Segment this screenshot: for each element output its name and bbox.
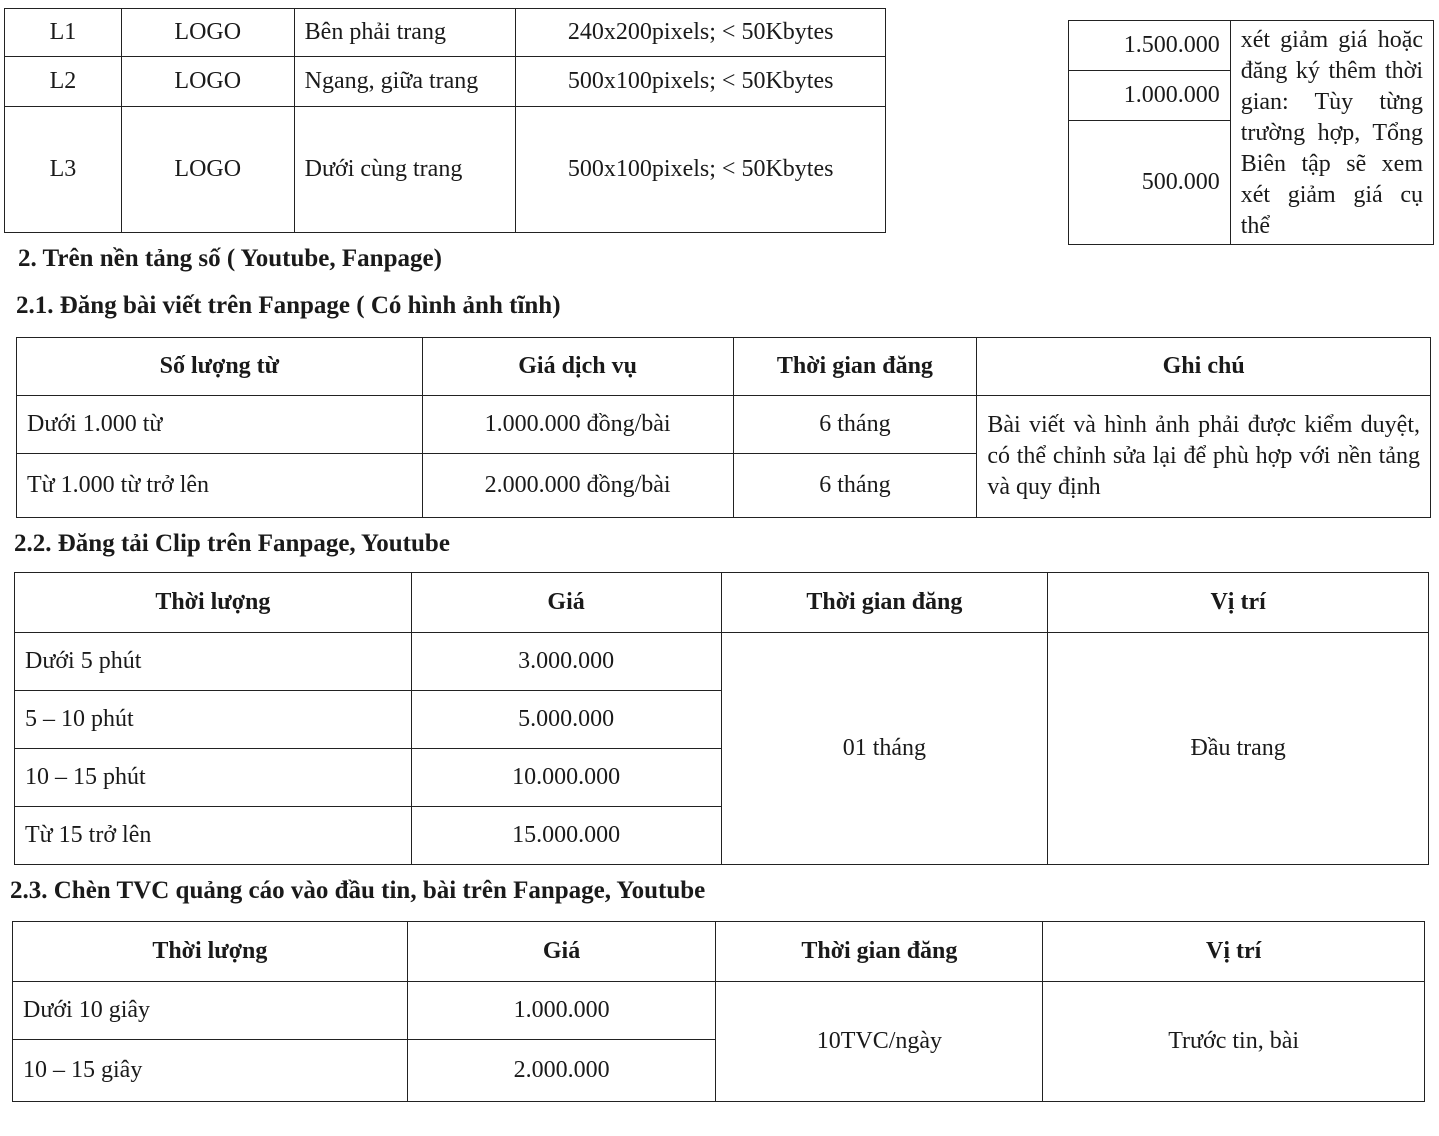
table-row	[15, 633, 1429, 691]
logo-size: 240x200pixels; < 50Kbytes	[516, 9, 886, 57]
clip-duration: Từ 15 trở lên	[15, 807, 412, 865]
logo-code: L1	[5, 9, 122, 57]
word-count: Từ 1.000 từ trở lên	[17, 454, 423, 518]
clip-duration: 5 – 10 phút	[15, 691, 412, 749]
tvc-duration: Dưới 10 giây	[13, 982, 408, 1040]
clip-price: 10.000.000	[411, 749, 721, 807]
tvc-table	[12, 921, 1425, 1102]
logo-price: 1.500.000	[1069, 21, 1231, 71]
logo-type: LOGO	[121, 107, 294, 233]
clip-duration: 10 – 15 phút	[15, 749, 412, 807]
column-header: Vị trí	[1043, 922, 1425, 982]
tvc-position: Trước tin, bài	[1043, 982, 1425, 1102]
column-header: Thời gian đăng	[716, 922, 1043, 982]
logo-type: LOGO	[121, 57, 294, 107]
word-count: Dưới 1.000 từ	[17, 396, 423, 454]
tvc-price: 1.000.000	[407, 982, 716, 1040]
table-header-row	[13, 922, 1425, 982]
logo-position: Bên phải trang	[294, 9, 516, 57]
logo-type: LOGO	[121, 9, 294, 57]
clip-position: Đầu trang	[1048, 633, 1429, 865]
section-heading: 2. Trên nền tảng số ( Youtube, Fanpage)	[18, 245, 442, 272]
section-heading: 2.3. Chèn TVC quảng cáo vào đầu tin, bài trên Fanpage, Youtube	[10, 877, 706, 904]
column-header: Giá	[407, 922, 716, 982]
clip-price: 15.000.000	[411, 807, 721, 865]
logo-position: Ngang, giữa trang	[294, 57, 516, 107]
fanpage-post-table	[16, 337, 1431, 518]
logo-code: L3	[5, 107, 122, 233]
logo-price-table	[1068, 20, 1434, 245]
logo-size: 500x100pixels; < 50Kbytes	[516, 107, 886, 233]
table-row	[17, 396, 1431, 454]
table-header-row	[15, 573, 1429, 633]
table-row	[1069, 21, 1434, 71]
tvc-posting-time: 10TVC/ngày	[716, 982, 1043, 1102]
table-row	[5, 9, 886, 57]
clip-price: 3.000.000	[411, 633, 721, 691]
approval-note: Bài viết và hình ảnh phải được kiểm duyệt, có thể chỉnh sửa lại để phù hợp với nền tảng và quy định	[977, 396, 1431, 518]
clip-posting-time: 01 tháng	[721, 633, 1048, 865]
service-price: 2.000.000 đồng/bài	[422, 454, 733, 518]
posting-time: 6 tháng	[733, 454, 977, 518]
column-header: Thời lượng	[13, 922, 408, 982]
clip-table	[14, 572, 1429, 865]
discount-note: xét giảm giá hoặc đăng ký thêm thời gian: Tùy từng trường hợp, Tổng Biên tập sẽ xem xét giảm giá cụ thể	[1230, 21, 1433, 245]
column-header: Giá dịch vụ	[422, 338, 733, 396]
clip-price: 5.000.000	[411, 691, 721, 749]
logo-position: Dưới cùng trang	[294, 107, 516, 233]
tvc-price: 2.000.000	[407, 1040, 716, 1102]
table-row	[5, 107, 886, 233]
table-row	[5, 57, 886, 107]
logo-code: L2	[5, 57, 122, 107]
column-header: Ghi chú	[977, 338, 1431, 396]
tvc-duration: 10 – 15 giây	[13, 1040, 408, 1102]
column-header: Vị trí	[1048, 573, 1429, 633]
column-header: Thời gian đăng	[721, 573, 1048, 633]
logo-size: 500x100pixels; < 50Kbytes	[516, 57, 886, 107]
clip-duration: Dưới 5 phút	[15, 633, 412, 691]
posting-time: 6 tháng	[733, 396, 977, 454]
service-price: 1.000.000 đồng/bài	[422, 396, 733, 454]
table-header-row	[17, 338, 1431, 396]
column-header: Giá	[411, 573, 721, 633]
section-heading: 2.2. Đăng tải Clip trên Fanpage, Youtube	[14, 530, 450, 557]
column-header: Số lượng từ	[17, 338, 423, 396]
logo-table	[4, 8, 886, 233]
column-header: Thời gian đăng	[733, 338, 977, 396]
column-header: Thời lượng	[15, 573, 412, 633]
section-heading: 2.1. Đăng bài viết trên Fanpage ( Có hình ảnh tĩnh)	[16, 292, 561, 319]
logo-price: 500.000	[1069, 121, 1231, 245]
table-row	[13, 982, 1425, 1040]
logo-price: 1.000.000	[1069, 71, 1231, 121]
